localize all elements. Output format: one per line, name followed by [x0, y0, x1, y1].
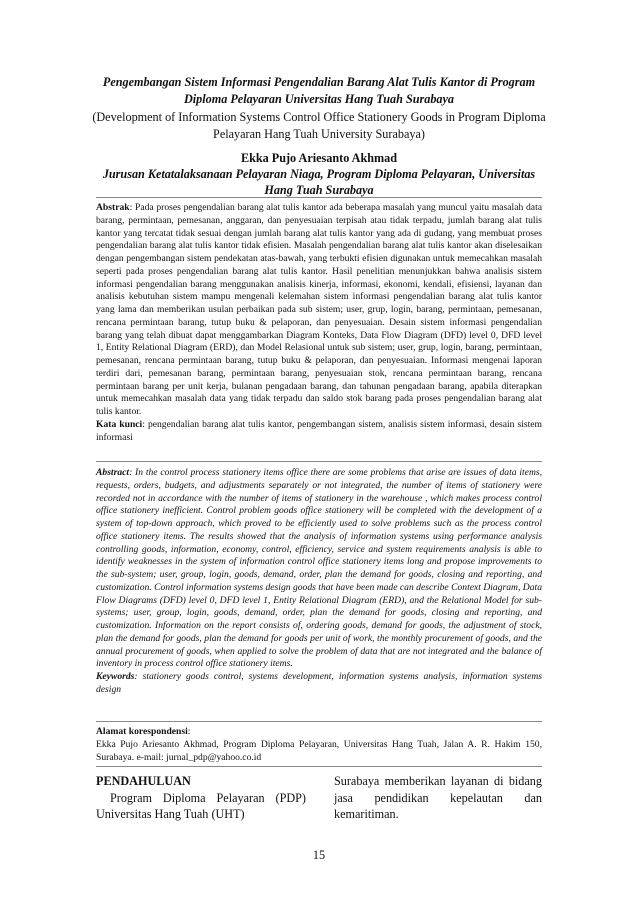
- keywords-en-label: Keywords: [96, 671, 135, 682]
- author-affiliation: Jurusan Ketatalaksanaan Pelayaran Niaga, Program Diploma Pelayaran, Universitas Hang Tuah Surabaya: [102, 167, 536, 197]
- intro-left-column: [96, 773, 306, 823]
- abstract-english: [96, 467, 542, 697]
- intro-right-column: [334, 773, 542, 823]
- author-name: Ekka Pujo Ariesanto Akhmad: [240, 151, 398, 165]
- abstract-en-text: : In the control process stationery items office there are some problems that arise are issues of data items, requests, orders, budgets, and adjustments separately or not integrated, the number of items of stationery were recorded not in accordance with the number of items of stationery in the warehouse , which makes process control office stationery inefficient. Control problem goods office stationery will be completed with the development of a system of top-down approach, which proved to be efficiently used to solve problems such as the process control office stationery items. The results showed that the analysis of information systems using performance analysis controlling goods, information, economy, control, efficiency, service and system requirements analysis is able to identify weaknesses in the system of information control office stationery items long and propose improvements to the sub-system; user, group, login, goods, demand, order, plan the demand for goods, closing and reporting, and customization. Control information systems design goods that have been made can describe Context Diagram, Data Flow Diagrams (DFD) level 0, DFD level 1, Entity Relational Diagram (ERD), and the Relational Model for sub-systems; user, group, login, goods, demand, order, plan the demand for goods, closing and reporting, and customization. Information on the report consists of, ordering goods, demand for goods, the adjustment of stock, plan the demand for goods, plan the demand for goods per unit of work, the monthly procurement of goods, and the annual procurement of goods, when applied to solve the problem of data that are not integrated and the balance of inventory in process control office stationery items.: [96, 467, 542, 670]
- divider-middle: [96, 461, 542, 462]
- divider-correspondence: [96, 766, 542, 767]
- divider-top: [96, 197, 542, 198]
- correspondence-label: Alamat korespondensi: [96, 726, 188, 737]
- correspondence-colon: :: [187, 726, 191, 737]
- title-block: [90, 74, 548, 143]
- intro-paragraph-right: Surabaya memberikan layanan di bidang jasa pendidikan kepelautan dan kemaritiman.: [334, 774, 542, 821]
- intro-paragraph-left: Program Diploma Pelayaran (PDP) Universitas Hang Tuah (UHT): [96, 790, 306, 821]
- correspondence-text: Ekka Pujo Ariesanto Akhmad, Program Diploma Pelayaran, Universitas Hang Tuah, Jalan A. R. Hakim 150, Surabaya. e-mail: jurnal_pdp@yahoo.co.id: [96, 738, 542, 763]
- divider-bottom: [96, 721, 542, 722]
- keywords-en-text: : stationery goods control, systems development, information systems analysis, information systems design: [96, 671, 542, 695]
- keywords-text: : pengendalian barang alat tulis kantor, pengembangan sistem, analisis sistem informasi, desain sistem informasi: [96, 418, 542, 443]
- author-block: [90, 150, 548, 198]
- abstract-label: Abstrak: [96, 202, 130, 213]
- abstract-en-label: Abstract: [96, 467, 130, 478]
- correspondence-block: [96, 726, 542, 764]
- keywords-label: Kata kunci: [96, 418, 143, 430]
- paper-title-english: (Development of Information Systems Control Office Stationery Goods in Program Diploma Pelayaran Hang Tuah University Surabaya): [92, 110, 546, 141]
- paper-title: Pengembangan Sistem Informasi Pengendalian Barang Alat Tulis Kantor di Program Diploma Pelayaran Universitas Hang Tuah Surabaya: [102, 75, 536, 106]
- abstract-text: : Pada proses pengendalian barang alat tulis kantor ada beberapa masalah yang muncul yaitu masalah data barang, permintaan, pemesanan, anggaran, dan penyesuaian terpisah atau tidak terpadu, jumlah barang alat tulis kantor yang tercatat tidak sesuai dengan jumlah barang alat tulis kantor yang ada di gudang, yang membuat proses pengendalian barang alat tulis kantor tidak efisien. Masalah pengendalian barang alat tulis kantor akan diselesaikan dengan pengembangan sistem pendekatan atas-bawah, yang terbukti efisien digunakan untuk memecahkan masalah seperti pada proses pengendalian barang alat tulis kantor. Hasil penelitian menunjukkan bahwa analisis sistem informasi pengendalian barang menggunakan analisis kinerja, informasi, ekonomi, kendali, efisiensi, layanan dan analisis kebutuhan sistem mampu mengenali kelemahan sistem informasi pengendalian barang alat tulis kantor yang lama dan memberikan usulan perbaikan pada sub sistem; user, grup, login, barang, permintaan, pemesanan, rencana permintaan barang, tutup buku & pelaporan, dan penyesuaian. Desain sistem informasi pengendalian barang yang telah dibuat dapat menggambarkan Diagram Konteks, Data Flow Diagram (DFD) level 0, DFD level 1, Entity Relational Diagram (ERD), dan Model Relasional untuk sub sistem; user, grup, login, barang, permintaan, pemesanan, rencana permintaan barang, tutup buku & pelaporan, dan penyesuaian. Informasi mengenai laporan terdiri dari, pemesanan barang, permintaan barang, penyesuaian stok, rencana permintaan barang, rencana permintaan barang per unit kerja, bulanan pengadaan barang, dan tahunan pengadaan barang, apabila diterapkan untuk memecahkan masalah data yang tidak terpadu dan saldo stok barang pada proses pengendalian barang alat tulis kantor.: [96, 202, 542, 417]
- page-number: 15: [312, 848, 326, 862]
- abstract-indonesian: [96, 202, 542, 444]
- section-heading: PENDAHULUAN: [96, 774, 191, 788]
